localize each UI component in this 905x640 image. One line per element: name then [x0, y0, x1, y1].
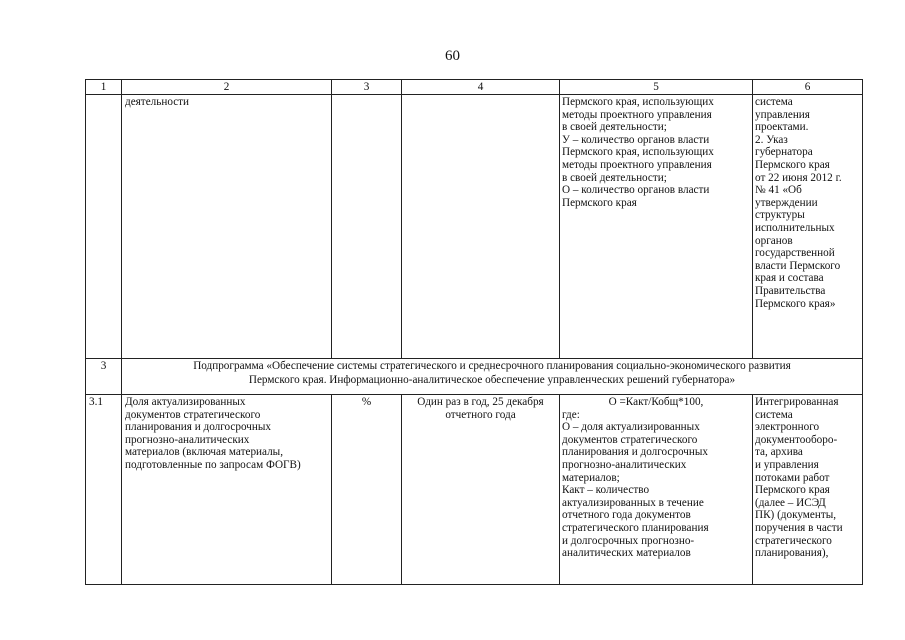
text-line: стратегического: [755, 534, 832, 547]
formula-cell: [560, 395, 753, 585]
text-line: потоками работ: [755, 471, 830, 484]
cont-indicator-cell: деятельности: [122, 95, 332, 359]
text-line: планирования),: [755, 547, 829, 560]
header-cell: 2: [122, 80, 332, 95]
text-line: исполнительных: [755, 221, 835, 234]
text-line: та, архива: [755, 446, 803, 459]
text-line: О – количество органов власти: [562, 184, 710, 197]
text-line: Интегрированная: [755, 396, 839, 408]
text-line: Пермского края: [562, 196, 637, 209]
cont-formula-cell: [560, 95, 753, 359]
text-line: и долгосрочных прогнозно-: [562, 534, 695, 547]
text-line: планирования и долгосрочных: [562, 446, 708, 459]
text-line: документооборо-: [755, 433, 838, 446]
formula: О =Какт/Кобщ*100,: [608, 396, 704, 408]
indicator-name-cell: [122, 395, 332, 585]
frequency-cell: [402, 395, 560, 585]
header-cell: 6: [753, 80, 863, 95]
text-line: Один раз в год, 25 декабря: [417, 396, 544, 408]
text-line: от 22 июня 2012 г.: [755, 171, 842, 184]
text-line: в своей деятельности;: [562, 171, 667, 184]
cont-frequency-cell: [402, 95, 560, 359]
text-line: Какт – количество: [562, 484, 650, 497]
text-line: методы проектного управления: [562, 158, 712, 171]
header-cell: 3: [332, 80, 402, 95]
text-line: края и состава: [755, 272, 824, 285]
subprogram-title-line: Подпрограмма «Обеспечение системы стратегического и среднесрочного планирования социально-экономического развития: [193, 360, 791, 372]
subprogram-title: [122, 359, 863, 395]
text-line: материалов;: [562, 471, 620, 484]
text-line: власти Пермского: [755, 259, 841, 272]
text-line: 2. Указ: [755, 133, 788, 146]
row-number: 3.1: [86, 395, 122, 585]
text-line: поручения в части: [755, 521, 843, 534]
text-line: утверждении: [755, 196, 818, 209]
unit-cell: %: [332, 395, 402, 585]
text-line: Пермского края: [755, 158, 830, 171]
text-line: Пермского края: [755, 484, 830, 497]
header-cell: 5: [560, 80, 753, 95]
text-line: У – количество органов власти: [562, 133, 710, 146]
text-line: аналитических материалов: [562, 547, 691, 560]
text-line: в своей деятельности;: [562, 121, 667, 134]
text-line: управления: [755, 108, 810, 121]
text-line: где:: [562, 408, 580, 421]
text-line: материалов (включая материалы,: [125, 446, 284, 459]
text-line: прогнозно-аналитических: [562, 458, 687, 471]
text-line: органов: [755, 234, 793, 247]
text-line: прогнозно-аналитических: [125, 433, 250, 446]
text-line: Пермского края, использующих: [562, 146, 714, 159]
text-line: Доля актуализированных: [125, 396, 246, 408]
text-line: стратегического планирования: [562, 521, 709, 534]
text-line: документов стратегического: [562, 433, 698, 446]
page-number: 60: [445, 48, 460, 64]
subprogram-row: [86, 359, 863, 395]
subprogram-number: 3: [86, 359, 122, 395]
cont-number-cell: [86, 95, 122, 359]
text-line: Пермского края, использующих: [562, 96, 714, 108]
text-line: и управления: [755, 458, 819, 471]
text-line: государственной: [755, 247, 835, 260]
text-line: (далее – ИСЭД: [755, 496, 826, 509]
text-line: отчетного года: [445, 408, 516, 421]
cont-unit-cell: [332, 95, 402, 359]
text-line: планирования и долгосрочных: [125, 421, 271, 434]
text-line: система: [755, 408, 793, 421]
text-line: Правительства: [755, 284, 826, 297]
text-line: электронного: [755, 421, 820, 434]
text-line: подготовленные по запросам ФОГВ): [125, 458, 301, 471]
text-line: актуализированных в течение: [562, 496, 704, 509]
cont-source-cell: [753, 95, 863, 359]
header-cell: 4: [402, 80, 560, 95]
text-line: документов стратегического: [125, 408, 261, 421]
text-line: отчетного года документов: [562, 509, 691, 522]
table-header-row: [86, 80, 863, 95]
text-line: ПК) (документы,: [755, 509, 837, 522]
text-line: структуры: [755, 209, 805, 222]
subprogram-title-line: Пермского края. Информационно-аналитическое обеспечение управленческих решений губернатора»: [248, 373, 736, 386]
text-line: губернатора: [755, 146, 813, 159]
text-line: проектами.: [755, 121, 809, 134]
text-line: система: [755, 96, 793, 108]
text-line: № 41 «Об: [755, 184, 802, 197]
indicator-row-3-1: [86, 395, 863, 585]
text-line: Пермского края»: [755, 297, 836, 310]
continuation-row: [86, 95, 863, 359]
header-cell: 1: [86, 80, 122, 95]
text-line: О – доля актуализированных: [562, 421, 700, 434]
indicator-table: [85, 79, 863, 585]
source-cell: [753, 395, 863, 585]
text-line: методы проектного управления: [562, 108, 712, 121]
